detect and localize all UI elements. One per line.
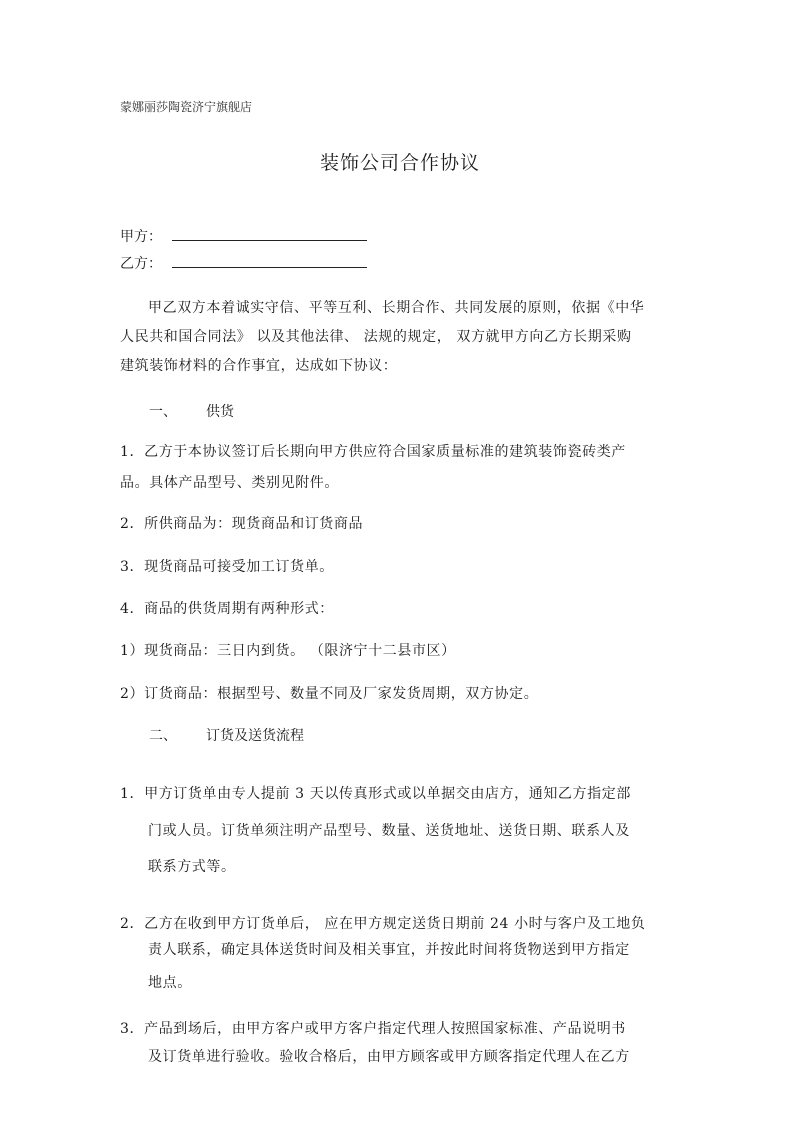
s1-item2: 2．所供商品为：现货商品和订货商品 — [120, 516, 364, 532]
s2-item2-line1: 2．乙方在收到甲方订货单后， 应在甲方规定送货日期前 24 小时与客户及工地负 — [120, 916, 646, 932]
s1-item3: 3．现货商品可接受加工订货单。 — [120, 559, 334, 575]
document-title: 装饰公司合作协议 — [319, 152, 480, 174]
intro-line-2: 人民共和国合同法》 以及其他法律、 法规的规定， 双方就甲方向乙方长期采购 — [120, 329, 632, 345]
party-b-blank-line — [172, 255, 367, 268]
s1-item4b: 2）订货商品：根据型号、数量不同及厂家发货周期，双方协定。 — [120, 686, 539, 702]
section-1-heading — [149, 401, 234, 421]
store-header: 蒙娜丽莎陶瓷济宁旗舰店 — [120, 100, 253, 114]
party-a-row — [120, 226, 367, 246]
s2-item2-line2: 责人联系，确定具体送货时间及相关事宜，并按此时间将货物送到甲方指定 — [148, 942, 630, 958]
party-a-blank-line — [172, 228, 367, 241]
s2-item3-line1: 3．产品到场后，由甲方客户或甲方客户指定代理人按照国家标准、产品说明书 — [120, 1021, 626, 1037]
s1-item1-line2: 品。具体产品型号、类别见附件。 — [120, 475, 339, 491]
s1-item1-line1: 1．乙方于本协议签订后长期向甲方供应符合国家质量标准的建筑装饰瓷砖类产 — [120, 444, 626, 460]
intro-line-3: 建筑装饰材料的合作事宜，达成如下协议： — [120, 358, 398, 374]
section-2-number: 二、 — [149, 728, 177, 744]
s2-item2-line3: 地点。 — [148, 975, 192, 991]
party-b-row — [120, 253, 367, 273]
s2-item3-line2: 及订货单进行验收。验收合格后，由甲方顾客或甲方顾客指定代理人在乙方 — [148, 1049, 630, 1065]
section-2-heading — [149, 725, 304, 745]
s2-item1-line3: 联系方式等。 — [148, 859, 236, 875]
party-a-label: 甲方： — [120, 229, 162, 245]
s2-item1-line1: 1．甲方订货单由专人提前 3 天以传真形式或以单据交由店方，通知乙方指定部 — [120, 786, 631, 802]
section-1-number: 一、 — [149, 404, 177, 420]
s1-item4: 4．商品的供货周期有两种形式： — [120, 601, 334, 617]
s2-item1-line2: 门或人员。订货单须注明产品型号、数量、送货地址、送货日期、联系人及 — [148, 823, 630, 839]
intro-line-1: 甲乙双方本着诚实守信、平等互利、长期合作、共同发展的原则，依据《中华 — [148, 300, 645, 316]
section-1-title: 供货 — [206, 404, 234, 420]
s1-item4a: 1）现货商品：三日内到货。 （限济宁十二县市区） — [120, 643, 456, 659]
party-b-label: 乙方： — [120, 256, 162, 272]
section-2-title: 订货及送货流程 — [206, 728, 304, 744]
